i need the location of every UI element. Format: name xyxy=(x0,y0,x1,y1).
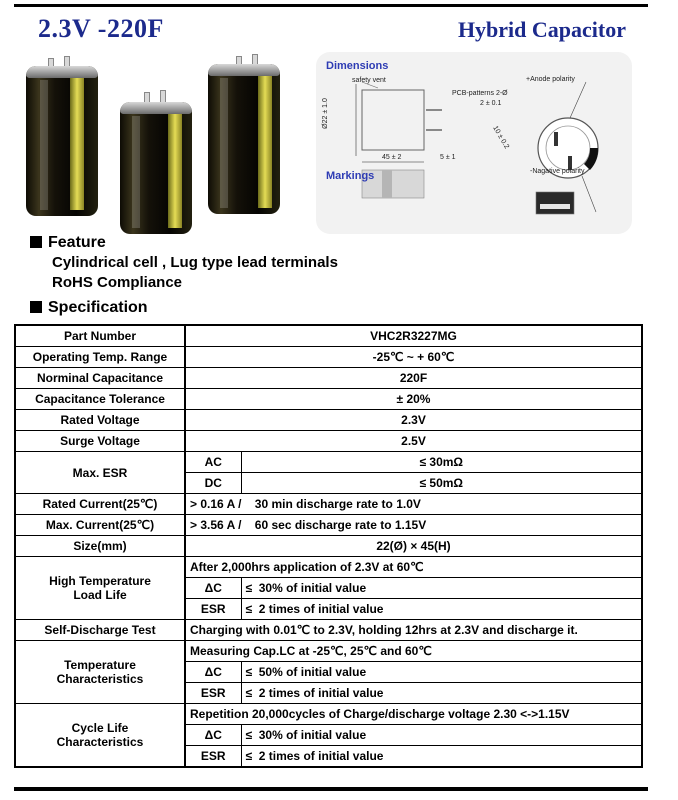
cycle-life-dc-value: ≤ 30% of initial value xyxy=(241,725,642,746)
esr-ac-value: ≤ 30mΩ xyxy=(241,452,642,473)
table-row xyxy=(15,347,642,368)
temp-char-label: Temperature Characteristics xyxy=(15,641,185,704)
dimensions-title: Dimensions xyxy=(326,60,389,72)
cycle-life-label: Cycle Life Characteristics xyxy=(15,704,185,768)
capacitor-middle xyxy=(120,102,192,234)
cycle-life-desc: Repetition 20,000cycles of Charge/discharge voltage 2.30 <->1.15V xyxy=(185,704,642,725)
table-row xyxy=(15,620,642,641)
size-value: 22(Ø) × 45(H) xyxy=(185,536,642,557)
diameter-label: Ø22 ± 1.0 xyxy=(321,98,329,129)
table-row xyxy=(15,536,642,557)
bottom-rule xyxy=(14,787,648,791)
cycle-life-esr-label: ESR xyxy=(185,746,241,768)
max-current-label: Max. Current(25℃) xyxy=(15,515,185,536)
dimensions-panel xyxy=(316,52,632,234)
specification-heading: Specification xyxy=(30,299,148,317)
esr-dc-label: DC xyxy=(185,473,241,494)
table-row xyxy=(15,641,642,662)
table-row xyxy=(15,557,642,578)
table-row xyxy=(15,494,642,515)
feature-line-1: Cylindrical cell , Lug type lead terminals xyxy=(52,254,338,271)
temp-char-dc-value: ≤ 50% of initial value xyxy=(241,662,642,683)
anode-label: +Anode polarity xyxy=(526,76,575,83)
cathode-label: -Nagative polarity xyxy=(530,168,585,175)
high-temp-label: High Temperature Load Life xyxy=(15,557,185,620)
safety-vent-label: safety vent xyxy=(352,77,386,84)
feature-line-2: RoHS Compliance xyxy=(52,274,183,291)
temp-char-esr-value: ≤ 2 times of initial value xyxy=(241,683,642,704)
rated-current-value: > 0.16 A / 30 min discharge rate to 1.0V xyxy=(185,494,642,515)
table-row xyxy=(15,325,642,347)
pitch-label: 10 ± 0.2 xyxy=(491,124,510,151)
model-title: 2.3V -220F xyxy=(38,14,164,43)
specification-table xyxy=(14,324,643,768)
high-temp-esr-value: ≤ 2 times of initial value xyxy=(241,599,642,620)
capacitor-right xyxy=(208,64,280,214)
cycle-life-esr-value: ≤ 2 times of initial value xyxy=(241,746,642,768)
rated-voltage-label: Rated Voltage xyxy=(15,410,185,431)
tolerance-label: Capacitance Tolerance xyxy=(15,389,185,410)
table-row xyxy=(15,389,642,410)
esr-dc-value: ≤ 50mΩ xyxy=(241,473,642,494)
capacitance-label: Norminal Capacitance xyxy=(15,368,185,389)
self-discharge-value: Charging with 0.01℃ to 2.3V, holding 12hrs at 2.3V and discharge it. xyxy=(185,620,642,641)
size-label: Size(mm) xyxy=(15,536,185,557)
capacitance-value: 220F xyxy=(185,368,642,389)
high-temp-desc: After 2,000hrs application of 2.3V at 60℃ xyxy=(185,557,642,578)
surge-voltage-value: 2.5V xyxy=(185,431,642,452)
feature-heading: Feature xyxy=(30,234,106,252)
max-current-value: > 3.56 A / 60 sec discharge rate to 1.15V xyxy=(185,515,642,536)
table-row xyxy=(15,704,642,725)
markings-title: Markings xyxy=(326,170,375,182)
cycle-life-dc-label: ΔC xyxy=(185,725,241,746)
temp-char-dc-label: ΔC xyxy=(185,662,241,683)
table-row xyxy=(15,410,642,431)
table-row xyxy=(15,368,642,389)
temp-char-esr-label: ESR xyxy=(185,683,241,704)
table-row xyxy=(15,452,642,473)
high-temp-dc-value: ≤ 30% of initial value xyxy=(241,578,642,599)
dimension-drawing xyxy=(316,52,632,234)
lead-length-label: 5 ± 1 xyxy=(440,154,456,161)
capacitor-left xyxy=(26,66,98,216)
pcb-value-label: 2 ± 0.1 xyxy=(480,100,502,107)
pcb-patterns-label: PCB-patterns 2-Ø xyxy=(452,90,508,97)
part-number-value: VHC2R3227MG xyxy=(185,325,642,347)
esr-label: Max. ESR xyxy=(15,452,185,494)
capacitor-photos xyxy=(14,52,304,232)
self-discharge-label: Self-Discharge Test xyxy=(15,620,185,641)
esr-ac-label: AC xyxy=(185,452,241,473)
tolerance-value: ± 20% xyxy=(185,389,642,410)
temp-char-desc: Measuring Cap.LC at -25℃, 25℃ and 60℃ xyxy=(185,641,642,662)
product-type-title: Hybrid Capacitor xyxy=(457,17,626,42)
table-row xyxy=(15,515,642,536)
top-rule xyxy=(14,4,648,7)
op-temp-label: Operating Temp. Range xyxy=(15,347,185,368)
op-temp-value: -25℃ ~ + 60℃ xyxy=(185,347,642,368)
length-label: 45 ± 2 xyxy=(382,154,402,161)
table-row xyxy=(15,431,642,452)
surge-voltage-label: Surge Voltage xyxy=(15,431,185,452)
high-temp-esr-label: ESR xyxy=(185,599,241,620)
rated-voltage-value: 2.3V xyxy=(185,410,642,431)
rated-current-label: Rated Current(25℃) xyxy=(15,494,185,515)
high-temp-dc-label: ΔC xyxy=(185,578,241,599)
part-number-label: Part Number xyxy=(15,325,185,347)
